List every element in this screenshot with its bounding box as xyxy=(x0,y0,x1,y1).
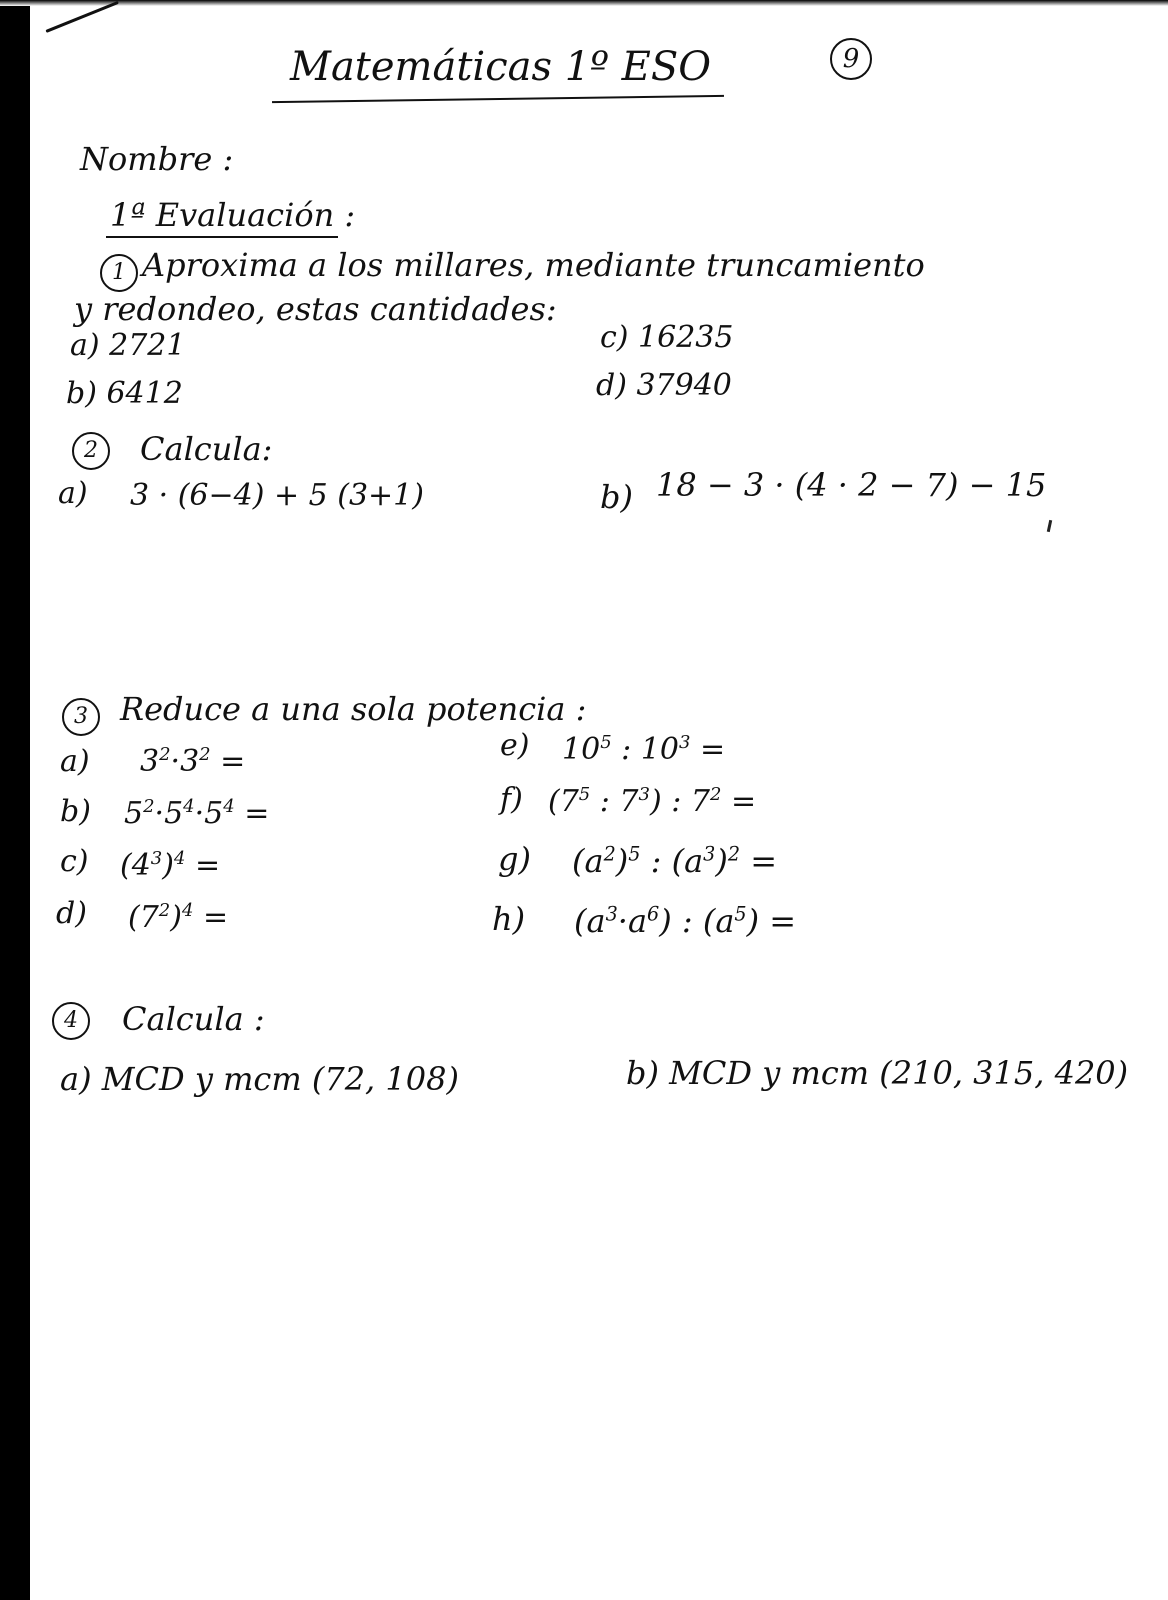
evaluation-underline xyxy=(106,236,338,238)
exercise-4-item-b: b) MCD y mcm (210, 315, 420) xyxy=(626,1054,1129,1092)
exercise-1-item-a: a) 2721 xyxy=(70,328,186,363)
exercise-4-statement: Calcula : xyxy=(122,1000,265,1038)
exercise-3-item-g-expression: $(a^2)^5$ : $(a^3)^2$ = xyxy=(572,842,778,880)
exercise-3-item-h-expression: $(a^3\cdot a^6)$ : $(a^5)$ = xyxy=(574,902,797,940)
exercise-3-item-c-label: c) xyxy=(60,844,89,879)
exercise-3-item-f-expression: ($7^5$ : $7^3$) : $7^2$ = xyxy=(548,784,757,819)
exercise-4-number: 4 xyxy=(52,1002,90,1040)
exercise-3-item-e-label: e) xyxy=(500,728,530,763)
name-label: Nombre : xyxy=(80,140,234,178)
scan-edge-top xyxy=(0,0,1168,6)
exercise-1-item-c: c) 16235 xyxy=(600,320,734,355)
exercise-3-item-b-label: b) xyxy=(60,794,91,829)
exercise-2-number: 2 xyxy=(72,432,110,470)
exercise-3-item-h-label: h) xyxy=(492,900,526,938)
page-number: 9 xyxy=(830,38,872,80)
exercise-3-item-e-expression: $10^5$ : $10^3$ = xyxy=(562,732,726,767)
exercise-3-statement: Reduce a una sola potencia : xyxy=(120,690,587,728)
exercise-4-item-a: a) MCD y mcm (72, 108) xyxy=(60,1060,459,1098)
page-title: Matemáticas 1º ESO xyxy=(290,44,712,90)
exercise-3-item-a-expression: $3^2\cdot 3^2$ = xyxy=(140,744,246,779)
exercise-1-statement-line2: y redondeo, estas cantidades: xyxy=(74,290,557,328)
exercise-3-item-c-expression: $(4^3)^4$ = xyxy=(120,848,221,883)
evaluation-label: 1ª Evaluación : xyxy=(110,196,356,234)
exercise-2-item-b-expression: 18 − 3 · (4 · 2 − 7) − 15 xyxy=(656,466,1047,504)
exercise-2-item-a-label: a) xyxy=(58,476,88,511)
exercise-2-item-a-expression: 3 · (6−4) + 5 (3+1) xyxy=(130,478,424,513)
exercise-3-item-d-expression: $(7^2)^4$ = xyxy=(128,900,229,935)
exercise-1-statement-line1: Aproxima a los millares, mediante truncamiento xyxy=(142,246,925,284)
scan-edge xyxy=(0,0,30,1600)
exercise-1-item-d: d) 37940 xyxy=(596,368,732,403)
exercise-3-item-g-label: g) xyxy=(498,840,531,878)
exercise-3-item-a-label: a) xyxy=(60,744,90,779)
exercise-3-number: 3 xyxy=(62,698,100,736)
exercise-1-number: 1 xyxy=(100,254,138,292)
exercise-2-item-b-label: b) xyxy=(600,478,633,516)
exercise-3-item-f-label: f) xyxy=(500,782,523,817)
title-underline xyxy=(272,95,724,103)
exercise-2-statement: Calcula: xyxy=(140,430,273,468)
exercise-1-item-b: b) 6412 xyxy=(66,376,183,411)
exercise-3-item-d-label: d) xyxy=(56,896,87,931)
exercise-3-item-b-expression: $5^2\cdot 5^4\cdot 5^4$ = xyxy=(124,796,270,831)
stray-mark xyxy=(1047,520,1052,532)
